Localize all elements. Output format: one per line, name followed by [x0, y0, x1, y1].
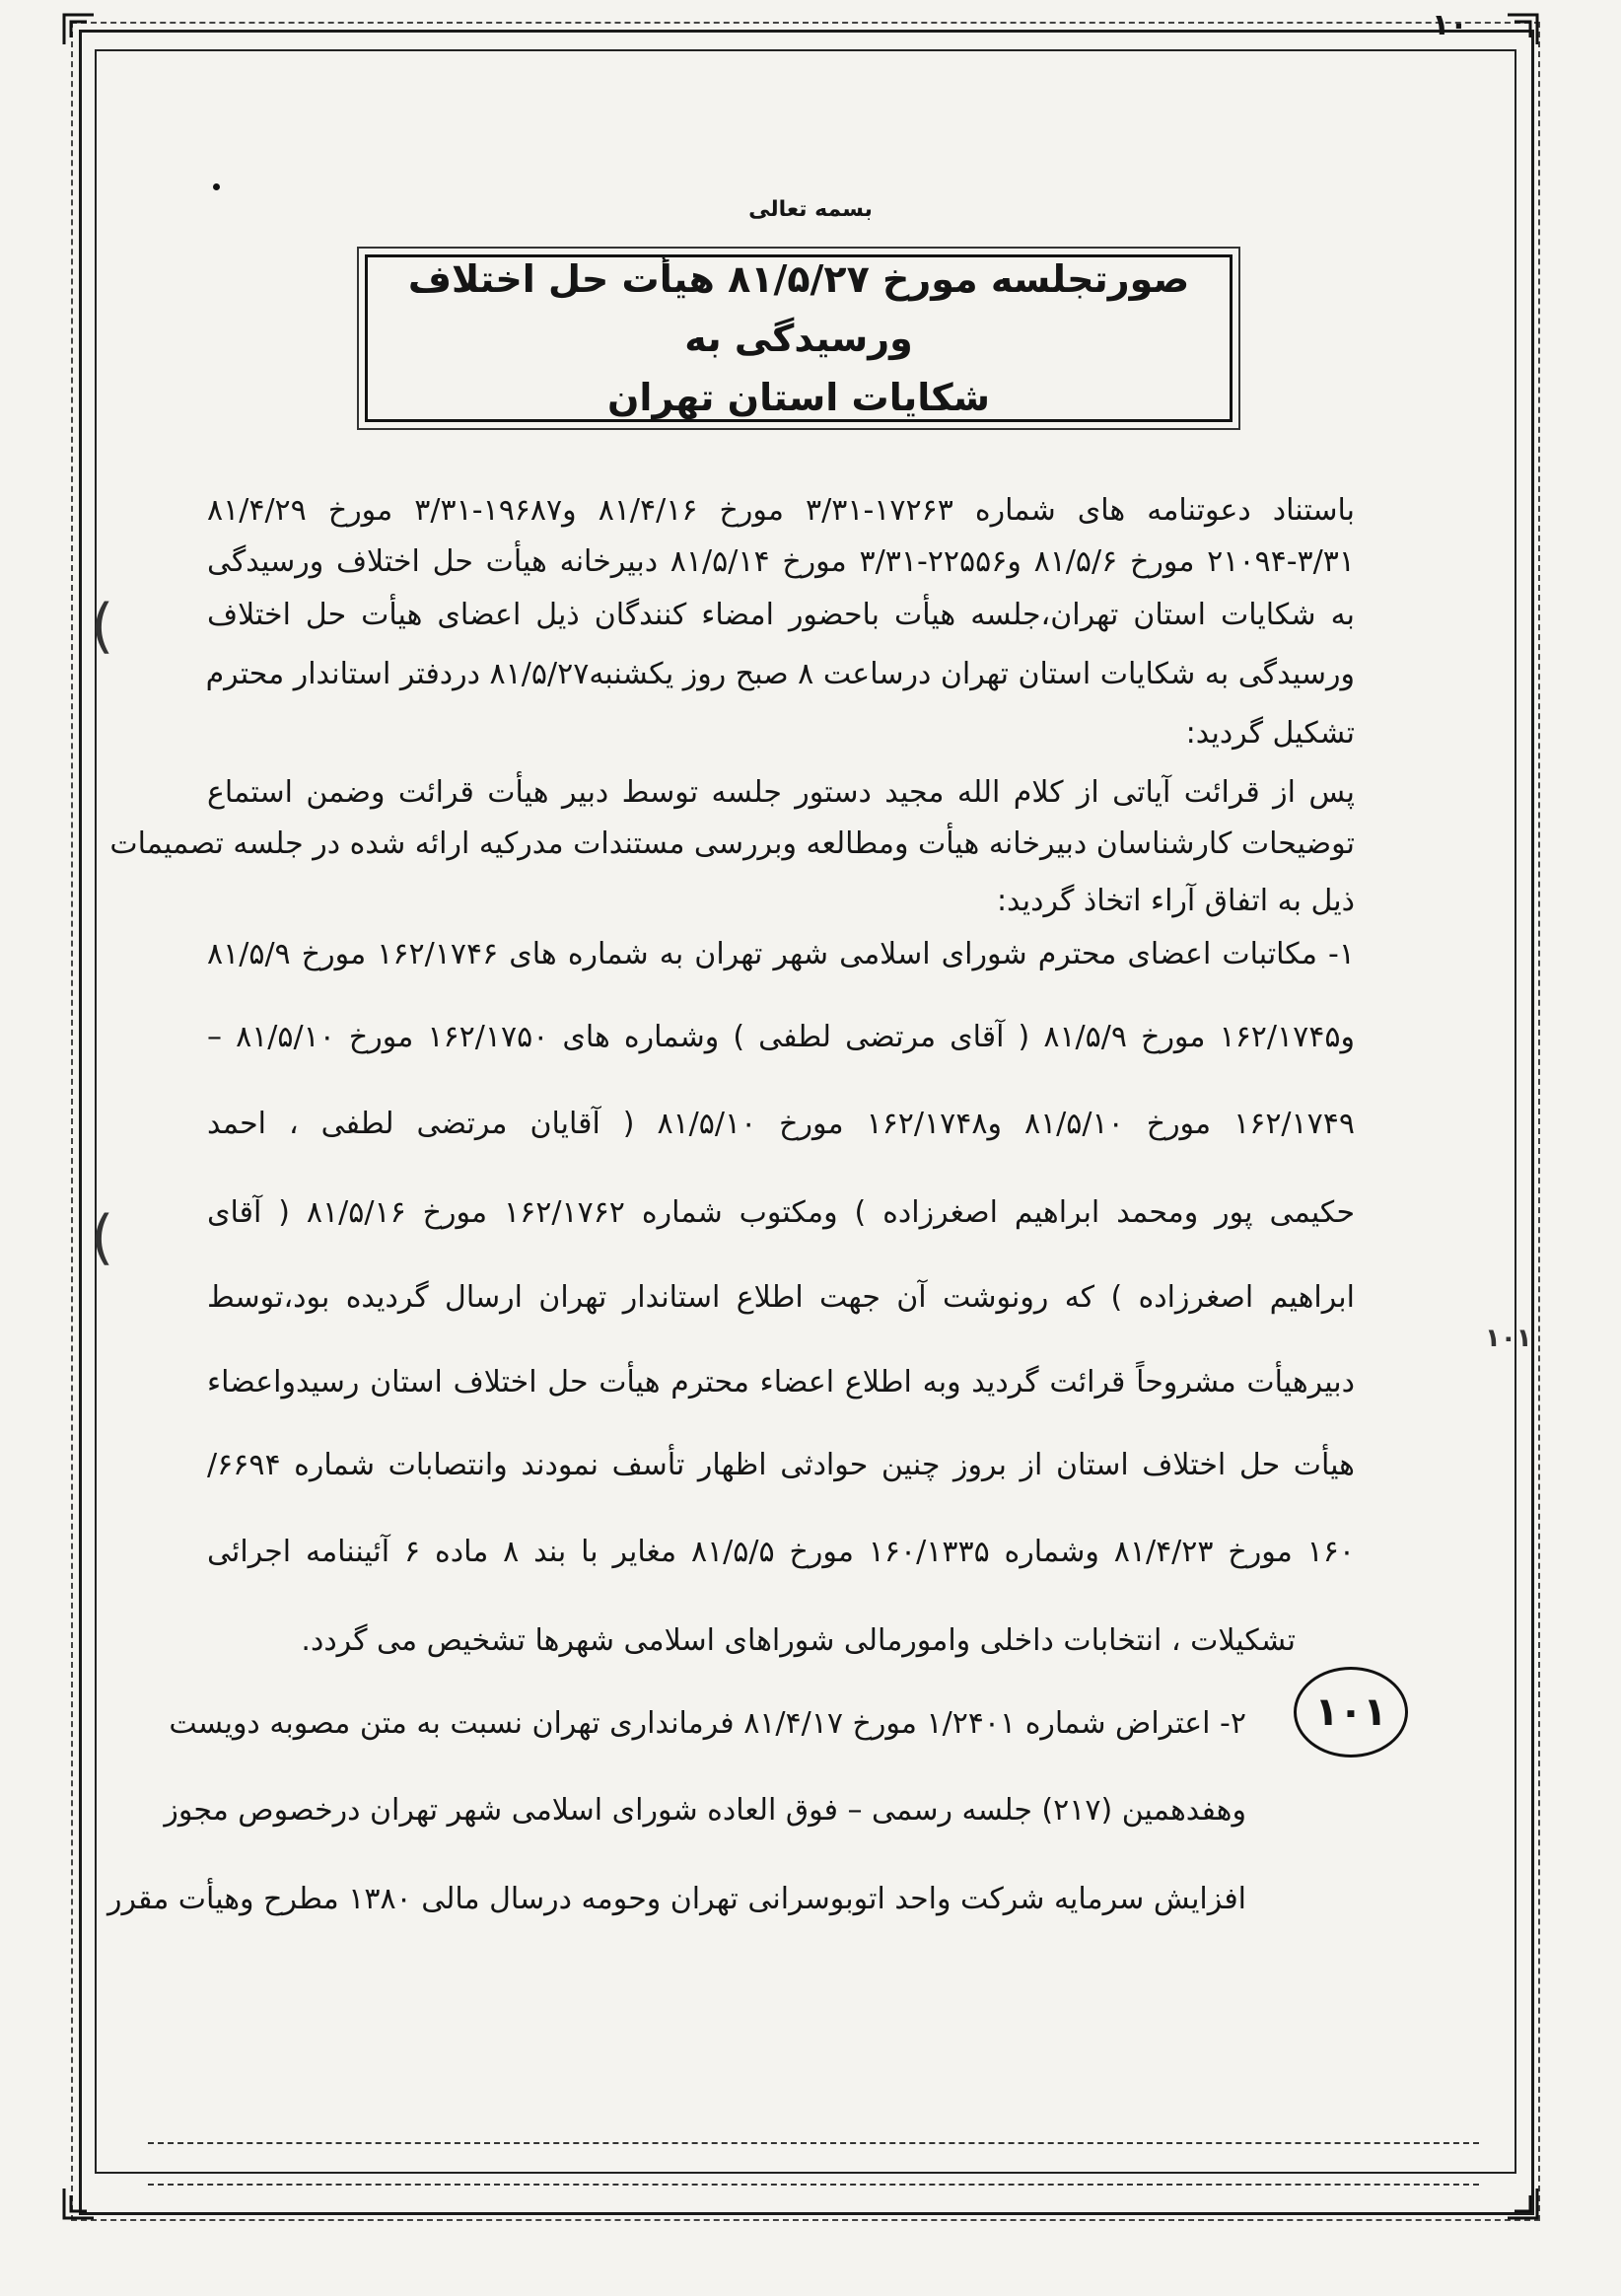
margin-mark: ١٠١	[1485, 1324, 1532, 1353]
body-line: توضیحات کارشناسان دبیرخانه هیأت ومطالعه وبررسی مستندات مدرکیه ارائه شده در جلسه تصمیمات	[109, 826, 1355, 861]
body-line: ۱۶۰ مورخ ۸۱/۴/۲۳ وشماره ۱۶۰/۱۳۳۵ مورخ ۸۱/۵/۵ مغایر با بند ۸ ماده ۶ آئیننامه اجرائی	[207, 1535, 1356, 1569]
body-line: ۱۶۲/۱۷۴۹ مورخ ۸۱/۵/۱۰ و۱۶۲/۱۷۴۸ مورخ ۸۱/۵/۱۰ ( آقایان مرتضی لطفی ، احمد	[207, 1107, 1355, 1141]
body-line: به شکایات استان تهران،جلسه هیأت باحضور امضاء کنندگان ذیل اعضای هیأت حل اختلاف	[207, 598, 1355, 632]
body-line: ورسیدگی به شکایات استان تهران درساعت ۸ صبح روز یکشنبه۸۱/۵/۲۷ دردفتر استاندار محترم	[205, 657, 1355, 691]
body-line: تشکیلات ، انتخابات داخلی وامورمالی شوراهای اسلامی شهرها تشخیص می گردد.	[301, 1623, 1296, 1658]
body-line: و۱۶۲/۱۷۴۵ مورخ ۸۱/۵/۹ ( آقای مرتضی لطفی ) وشماره های ۱۶۲/۱۷۵۰ مورخ ۸۱/۵/۱۰ –	[207, 1020, 1355, 1054]
bottom-decorative-band	[148, 2142, 1479, 2186]
body-line: ۱- مکاتبات اعضای محترم شورای اسلامی شهر تهران به شماره های ۱۶۲/۱۷۴۶ مورخ ۸۱/۵/۹	[207, 937, 1355, 971]
body-line: هیأت حل اختلاف استان از بروز چنین حوادثی اظهار تأسف نمودند وانتصابات شماره ۶۶۹۴/	[207, 1448, 1355, 1482]
corner-ornament-bottom-left	[59, 2184, 99, 2223]
title-line-2: شکایات استان تهران	[607, 376, 990, 419]
body-line: باستناد دعوتنامه های شماره ۱۷۲۶۳-۳/۳۱ مورخ ۸۱/۴/۱۶ و۱۹۶۸۷-۳/۳۱ مورخ ۸۱/۴/۲۹	[207, 493, 1355, 528]
ink-dot	[213, 183, 220, 190]
body-line: ۲- اعتراض شماره ۱/۲۴۰۱ مورخ ۸۱/۴/۱۷ فرمانداری تهران نسبت به متن مصوبه دویست	[169, 1706, 1246, 1741]
body-line: ۲۱۰۹۴-۳/۳۱ مورخ ۸۱/۵/۶ و۲۲۵۵۶-۳/۳۱ مورخ ۸۱/۵/۱۴ دبیرخانه هیأت حل اختلاف ورسیدگی	[207, 544, 1355, 579]
corner-ornament-bottom-right	[1503, 2184, 1542, 2223]
body-line: افزایش سرمایه شرکت واحد اتوبوسرانی تهران وحومه درسال مالی ۱۳۸۰ مطرح وهیأت مقرر	[106, 1882, 1246, 1916]
body-line: پس از قرائت آیاتی از کلام الله مجید دستور جلسه توسط دبیر هیأت قرائت وضمن استماع	[207, 775, 1355, 810]
title-line-1: صورتجلسه مورخ ۸۱/۵/۲۷ هیأت حل اختلاف ورسیدگی به	[407, 257, 1190, 360]
body-line: وهفدهمین (۲۱۷) جلسه رسمی – فوق العاده شورای اسلامی شهر تهران درخصوص مجوز	[164, 1793, 1246, 1828]
margin-bracket-mark: (	[91, 1203, 114, 1272]
corner-ornament-top-right	[1503, 10, 1542, 49]
header-basmala: بسمه تعالی	[748, 197, 873, 222]
body-line: حکیمی پور ومحمد ابراهیم اصغرزاده ) ومکتوب شماره ۱۶۲/۱۷۶۲ مورخ ۸۱/۵/۱۶ ( آقای	[207, 1195, 1355, 1230]
handwritten-circled-number: ١٠١	[1294, 1667, 1408, 1758]
body-line: دبیرهیأت مشروحاً قرائت گردید وبه اطلاع اعضاء محترم هیأت حل اختلاف استان رسیدواعضاء	[207, 1365, 1355, 1399]
page-number: ١٠	[1432, 8, 1468, 42]
body-line: ذیل به اتفاق آراء اتخاذ گردید:	[996, 884, 1355, 918]
title-box	[365, 254, 1233, 422]
body-line: تشکیل گردید:	[1185, 716, 1355, 751]
body-line: ابراهیم اصغرزاده ) که رونوشت آن جهت اطلاع استاندار تهران ارسال گردیده بود،توسط	[207, 1280, 1355, 1315]
margin-bracket-mark: (	[91, 592, 114, 661]
corner-ornament-top-left	[59, 10, 99, 49]
